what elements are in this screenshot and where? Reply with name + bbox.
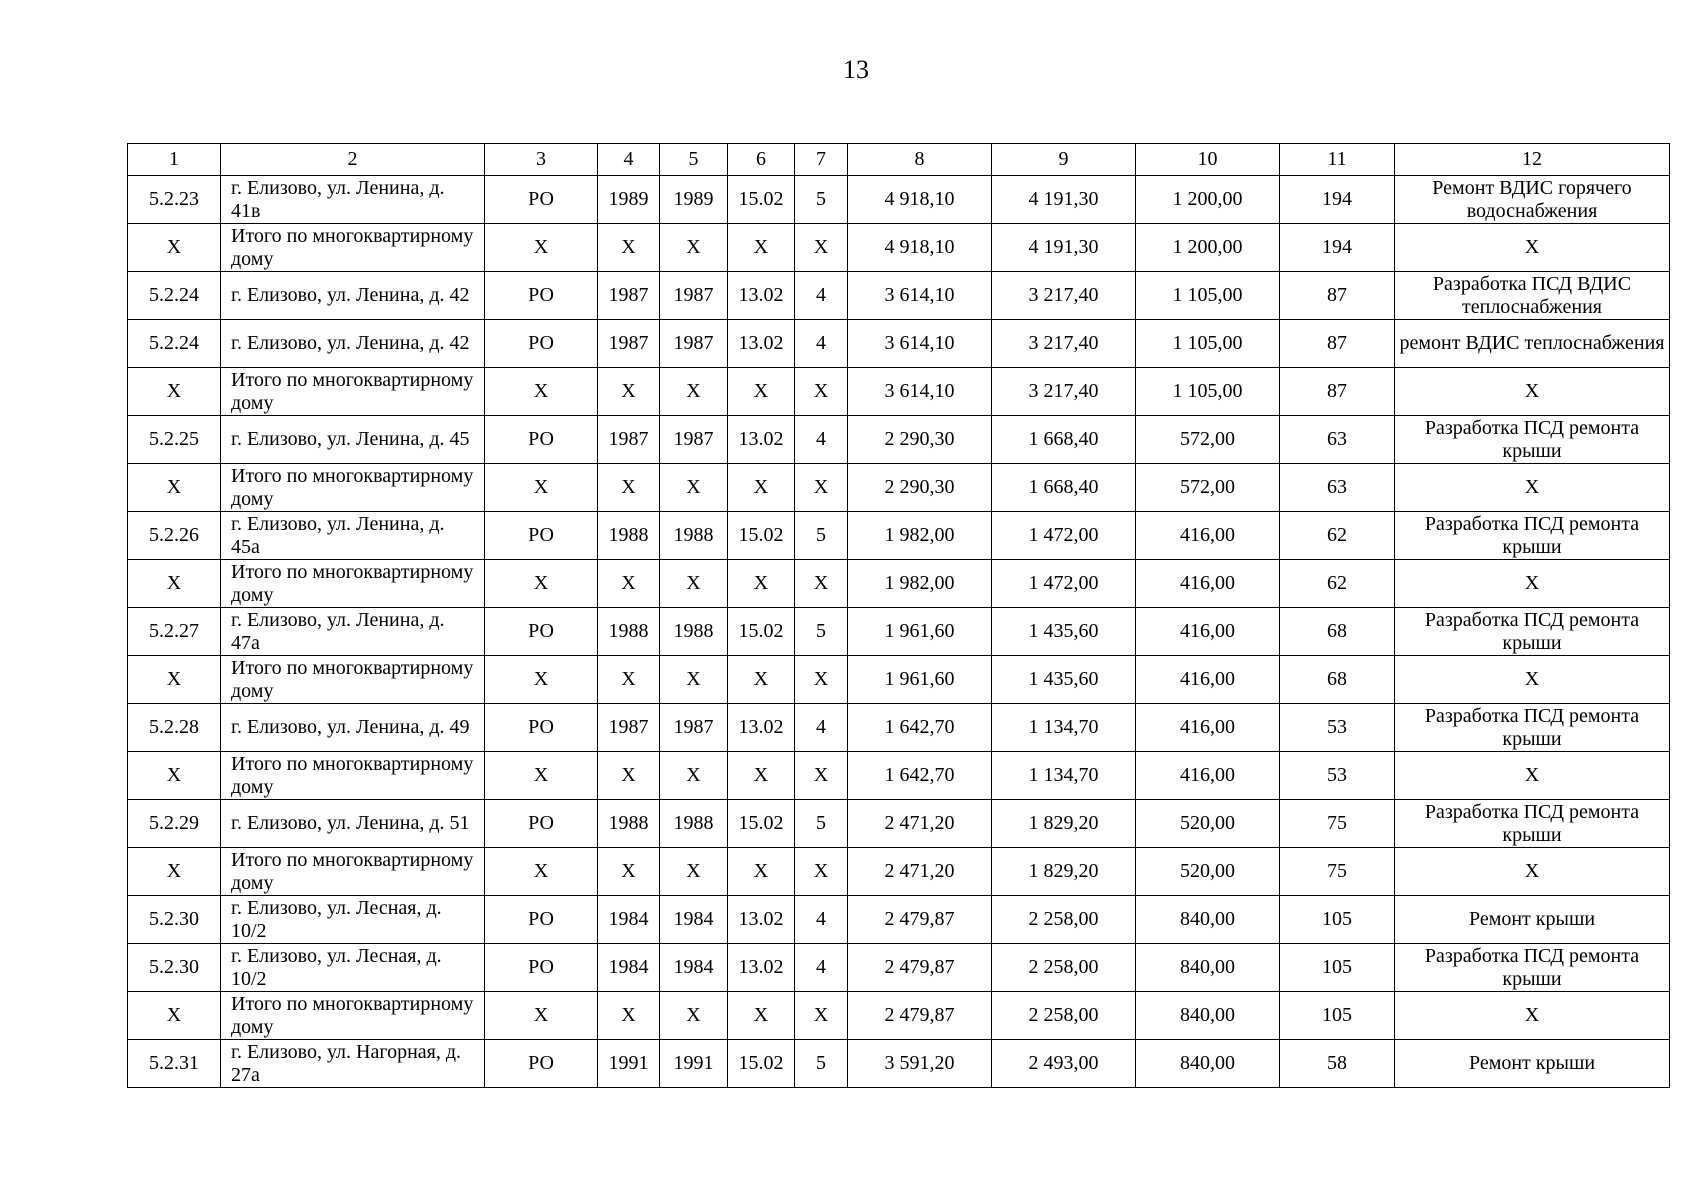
year-built-cell: Х [598,368,660,416]
year-built-cell: Х [598,560,660,608]
total-area-cell: 2 479,87 [848,992,992,1040]
cost-cell: 572,00 [1136,416,1280,464]
ownership-cell: Х [485,848,598,896]
total-area-cell: 1 961,60 [848,656,992,704]
address-cell: г. Елизово, ул. Ленина, д. 49 [221,704,485,752]
row-number-cell: 5.2.31 [128,1040,221,1088]
total-area-cell: 2 471,20 [848,848,992,896]
column-header: 10 [1136,144,1280,176]
column-header: 5 [660,144,728,176]
floors-cell: 4 [795,704,848,752]
address-cell: г. Елизово, ул. Ленина, д. 42 [221,320,485,368]
floors-cell: 5 [795,800,848,848]
column-header: 8 [848,144,992,176]
floors-cell: Х [795,848,848,896]
floors-cell: Х [795,560,848,608]
total-area-cell: 1 982,00 [848,560,992,608]
wall-material-cell: 15.02 [728,512,795,560]
floors-cell: 4 [795,944,848,992]
year-built-cell: 1984 [598,896,660,944]
table-row [128,656,1670,704]
row-number-cell: Х [128,848,221,896]
row-number-cell: Х [128,560,221,608]
address-cell: г. Елизово, ул. Ленина, д. 47а [221,608,485,656]
column-header: 3 [485,144,598,176]
cost-cell: 840,00 [1136,896,1280,944]
floors-cell: Х [795,656,848,704]
table-row [128,1040,1670,1088]
work-type-cell: Разработка ПСД ремонта крыши [1395,944,1670,992]
floors-cell: Х [795,368,848,416]
address-cell: г. Елизово, ул. Ленина, д. 45а [221,512,485,560]
cost-cell: 416,00 [1136,512,1280,560]
column-header: 11 [1280,144,1395,176]
wall-material-cell: 13.02 [728,272,795,320]
residential-area-cell: 2 493,00 [992,1040,1136,1088]
year-commissioned-cell: 1991 [660,1040,728,1088]
column-header: 12 [1395,144,1670,176]
total-area-cell: 3 614,10 [848,368,992,416]
row-number-cell: Х [128,368,221,416]
row-number-cell: Х [128,752,221,800]
wall-material-cell: Х [728,752,795,800]
year-built-cell: 1988 [598,800,660,848]
row-number-cell: 5.2.30 [128,896,221,944]
wall-material-cell: 13.02 [728,896,795,944]
year-built-cell: 1987 [598,320,660,368]
total-area-cell: 1 982,00 [848,512,992,560]
work-type-cell: Ремонт крыши [1395,896,1670,944]
ownership-cell: РО [485,800,598,848]
cost-cell: 840,00 [1136,992,1280,1040]
ownership-cell: РО [485,944,598,992]
address-cell: Итого по многоквартирному дому [221,464,485,512]
table-row [128,848,1670,896]
work-type-cell: Х [1395,464,1670,512]
cost-cell: 1 105,00 [1136,272,1280,320]
residents-cell: 87 [1280,272,1395,320]
work-type-cell: Х [1395,368,1670,416]
residential-area-cell: 1 134,70 [992,704,1136,752]
residential-area-cell: 3 217,40 [992,272,1136,320]
year-built-cell: 1988 [598,608,660,656]
work-type-cell: Разработка ПСД ремонта крыши [1395,512,1670,560]
year-commissioned-cell: 1987 [660,272,728,320]
work-type-cell: Х [1395,656,1670,704]
row-number-cell: 5.2.28 [128,704,221,752]
year-built-cell: Х [598,464,660,512]
floors-cell: 5 [795,608,848,656]
floors-cell: 4 [795,320,848,368]
address-cell: г. Елизово, ул. Ленина, д. 51 [221,800,485,848]
cost-cell: 520,00 [1136,800,1280,848]
year-commissioned-cell: 1984 [660,944,728,992]
ownership-cell: Х [485,464,598,512]
residents-cell: 53 [1280,752,1395,800]
year-commissioned-cell: 1988 [660,512,728,560]
wall-material-cell: Х [728,464,795,512]
residential-area-cell: 1 668,40 [992,416,1136,464]
ownership-cell: РО [485,176,598,224]
table-row [128,704,1670,752]
year-commissioned-cell: Х [660,992,728,1040]
total-area-cell: 3 614,10 [848,320,992,368]
work-type-cell: Х [1395,992,1670,1040]
year-commissioned-cell: Х [660,464,728,512]
year-commissioned-cell: 1984 [660,896,728,944]
ownership-cell: РО [485,416,598,464]
wall-material-cell: 13.02 [728,944,795,992]
table-row [128,944,1670,992]
residential-area-cell: 1 472,00 [992,560,1136,608]
column-header: 2 [221,144,485,176]
residents-cell: 63 [1280,464,1395,512]
residents-cell: 58 [1280,1040,1395,1088]
address-cell: Итого по многоквартирному дому [221,656,485,704]
year-commissioned-cell: 1988 [660,800,728,848]
total-area-cell: 1 642,70 [848,704,992,752]
table-row [128,752,1670,800]
ownership-cell: РО [485,272,598,320]
ownership-cell: Х [485,368,598,416]
work-type-cell: Разработка ПСД ремонта крыши [1395,800,1670,848]
floors-cell: Х [795,752,848,800]
cost-cell: 572,00 [1136,464,1280,512]
row-number-cell: 5.2.30 [128,944,221,992]
year-commissioned-cell: Х [660,560,728,608]
total-area-cell: 1 961,60 [848,608,992,656]
ownership-cell: Х [485,224,598,272]
wall-material-cell: 13.02 [728,416,795,464]
table-row [128,512,1670,560]
year-built-cell: Х [598,656,660,704]
cost-cell: 416,00 [1136,656,1280,704]
wall-material-cell: Х [728,368,795,416]
residential-area-cell: 3 217,40 [992,368,1136,416]
wall-material-cell: Х [728,656,795,704]
work-type-cell: Разработка ПСД ремонта крыши [1395,608,1670,656]
residents-cell: 62 [1280,512,1395,560]
ownership-cell: РО [485,320,598,368]
ownership-cell: РО [485,512,598,560]
column-header: 4 [598,144,660,176]
row-number-cell: 5.2.23 [128,176,221,224]
row-number-cell: 5.2.24 [128,272,221,320]
year-commissioned-cell: 1988 [660,608,728,656]
column-header: 9 [992,144,1136,176]
address-cell: г. Елизово, ул. Ленина, д. 45 [221,416,485,464]
total-area-cell: 2 290,30 [848,464,992,512]
address-cell: г. Елизово, ул. Ленина, д. 42 [221,272,485,320]
year-built-cell: Х [598,752,660,800]
wall-material-cell: Х [728,848,795,896]
work-type-cell: Ремонт ВДИС горячего водоснабжения [1395,176,1670,224]
table-row [128,560,1670,608]
table-row [128,272,1670,320]
total-area-cell: 2 479,87 [848,944,992,992]
row-number-cell: Х [128,224,221,272]
cost-cell: 1 105,00 [1136,368,1280,416]
residents-cell: 194 [1280,224,1395,272]
address-cell: Итого по многоквартирному дому [221,224,485,272]
total-area-cell: 4 918,10 [848,176,992,224]
work-type-cell: ремонт ВДИС теплоснабжения [1395,320,1670,368]
total-area-cell: 2 290,30 [848,416,992,464]
floors-cell: Х [795,224,848,272]
year-built-cell: Х [598,992,660,1040]
residents-cell: 75 [1280,800,1395,848]
floors-cell: Х [795,464,848,512]
residential-area-cell: 1 134,70 [992,752,1136,800]
wall-material-cell: 15.02 [728,608,795,656]
cost-cell: 1 105,00 [1136,320,1280,368]
residents-cell: 63 [1280,416,1395,464]
residential-area-cell: 1 829,20 [992,800,1136,848]
year-built-cell: Х [598,224,660,272]
cost-cell: 520,00 [1136,848,1280,896]
floors-cell: Х [795,992,848,1040]
table-row [128,416,1670,464]
floors-cell: 5 [795,512,848,560]
residential-area-cell: 4 191,30 [992,224,1136,272]
ownership-cell: РО [485,704,598,752]
work-type-cell: Х [1395,224,1670,272]
total-area-cell: 3 591,20 [848,1040,992,1088]
wall-material-cell: 13.02 [728,320,795,368]
work-type-cell: Х [1395,752,1670,800]
header-row [128,144,1670,176]
housing-repair-table [127,143,1670,1088]
year-commissioned-cell: 1989 [660,176,728,224]
ownership-cell: Х [485,656,598,704]
work-type-cell: Разработка ПСД ремонта крыши [1395,704,1670,752]
table-row [128,800,1670,848]
residents-cell: 194 [1280,176,1395,224]
wall-material-cell: Х [728,224,795,272]
column-header: 7 [795,144,848,176]
column-header: 6 [728,144,795,176]
year-built-cell: 1984 [598,944,660,992]
year-built-cell: 1988 [598,512,660,560]
cost-cell: 840,00 [1136,1040,1280,1088]
table-row [128,464,1670,512]
residents-cell: 105 [1280,944,1395,992]
year-commissioned-cell: Х [660,656,728,704]
cost-cell: 416,00 [1136,560,1280,608]
address-cell: г. Елизово, ул. Лесная, д. 10/2 [221,944,485,992]
row-number-cell: 5.2.24 [128,320,221,368]
address-cell: Итого по многоквартирному дому [221,992,485,1040]
wall-material-cell: 13.02 [728,704,795,752]
year-built-cell: 1987 [598,416,660,464]
table-header [128,144,1670,176]
residential-area-cell: 1 472,00 [992,512,1136,560]
year-commissioned-cell: 1987 [660,416,728,464]
cost-cell: 840,00 [1136,944,1280,992]
table-row [128,608,1670,656]
floors-cell: 5 [795,176,848,224]
row-number-cell: Х [128,992,221,1040]
row-number-cell: 5.2.27 [128,608,221,656]
residential-area-cell: 1 668,40 [992,464,1136,512]
row-number-cell: 5.2.25 [128,416,221,464]
wall-material-cell: Х [728,560,795,608]
floors-cell: 4 [795,272,848,320]
table-row [128,320,1670,368]
ownership-cell: Х [485,992,598,1040]
page-number: 13 [843,55,869,84]
address-cell: Итого по многоквартирному дому [221,368,485,416]
work-type-cell: Разработка ПСД ВДИС теплоснабжения [1395,272,1670,320]
total-area-cell: 2 479,87 [848,896,992,944]
floors-cell: 5 [795,1040,848,1088]
residents-cell: 87 [1280,320,1395,368]
residents-cell: 68 [1280,608,1395,656]
residents-cell: 68 [1280,656,1395,704]
work-type-cell: Разработка ПСД ремонта крыши [1395,416,1670,464]
ownership-cell: Х [485,560,598,608]
year-commissioned-cell: 1987 [660,320,728,368]
year-built-cell: Х [598,848,660,896]
year-commissioned-cell: 1987 [660,704,728,752]
year-built-cell: 1987 [598,272,660,320]
residents-cell: 105 [1280,992,1395,1040]
wall-material-cell: 15.02 [728,1040,795,1088]
year-commissioned-cell: Х [660,752,728,800]
year-commissioned-cell: Х [660,368,728,416]
ownership-cell: РО [485,1040,598,1088]
address-cell: г. Елизово, ул. Лесная, д. 10/2 [221,896,485,944]
wall-material-cell: 15.02 [728,176,795,224]
table-row [128,992,1670,1040]
year-commissioned-cell: Х [660,224,728,272]
residents-cell: 105 [1280,896,1395,944]
floors-cell: 4 [795,896,848,944]
ownership-cell: Х [485,752,598,800]
total-area-cell: 2 471,20 [848,800,992,848]
work-type-cell: Ремонт крыши [1395,1040,1670,1088]
address-cell: Итого по многоквартирному дому [221,848,485,896]
work-type-cell: Х [1395,848,1670,896]
cost-cell: 1 200,00 [1136,224,1280,272]
table-row [128,224,1670,272]
address-cell: Итого по многоквартирному дому [221,752,485,800]
residential-area-cell: 3 217,40 [992,320,1136,368]
work-type-cell: Х [1395,560,1670,608]
year-built-cell: 1991 [598,1040,660,1088]
floors-cell: 4 [795,416,848,464]
residential-area-cell: 1 829,20 [992,848,1136,896]
cost-cell: 416,00 [1136,752,1280,800]
address-cell: Итого по многоквартирному дому [221,560,485,608]
residential-area-cell: 1 435,60 [992,608,1136,656]
table-row [128,368,1670,416]
cost-cell: 416,00 [1136,704,1280,752]
year-built-cell: 1987 [598,704,660,752]
ownership-cell: РО [485,608,598,656]
residents-cell: 75 [1280,848,1395,896]
address-cell: г. Елизово, ул. Ленина, д. 41в [221,176,485,224]
total-area-cell: 3 614,10 [848,272,992,320]
cost-cell: 416,00 [1136,608,1280,656]
residents-cell: 62 [1280,560,1395,608]
residential-area-cell: 2 258,00 [992,896,1136,944]
residential-area-cell: 2 258,00 [992,944,1136,992]
address-cell: г. Елизово, ул. Нагорная, д. 27а [221,1040,485,1088]
wall-material-cell: Х [728,992,795,1040]
table-row [128,896,1670,944]
residents-cell: 87 [1280,368,1395,416]
row-number-cell: Х [128,464,221,512]
year-commissioned-cell: Х [660,848,728,896]
residents-cell: 53 [1280,704,1395,752]
year-built-cell: 1989 [598,176,660,224]
column-header: 1 [128,144,221,176]
row-number-cell: 5.2.29 [128,800,221,848]
total-area-cell: 1 642,70 [848,752,992,800]
table-body [128,176,1670,1088]
table-row [128,176,1670,224]
ownership-cell: РО [485,896,598,944]
wall-material-cell: 15.02 [728,800,795,848]
row-number-cell: 5.2.26 [128,512,221,560]
residential-area-cell: 1 435,60 [992,656,1136,704]
cost-cell: 1 200,00 [1136,176,1280,224]
residential-area-cell: 4 191,30 [992,176,1136,224]
total-area-cell: 4 918,10 [848,224,992,272]
row-number-cell: Х [128,656,221,704]
residential-area-cell: 2 258,00 [992,992,1136,1040]
